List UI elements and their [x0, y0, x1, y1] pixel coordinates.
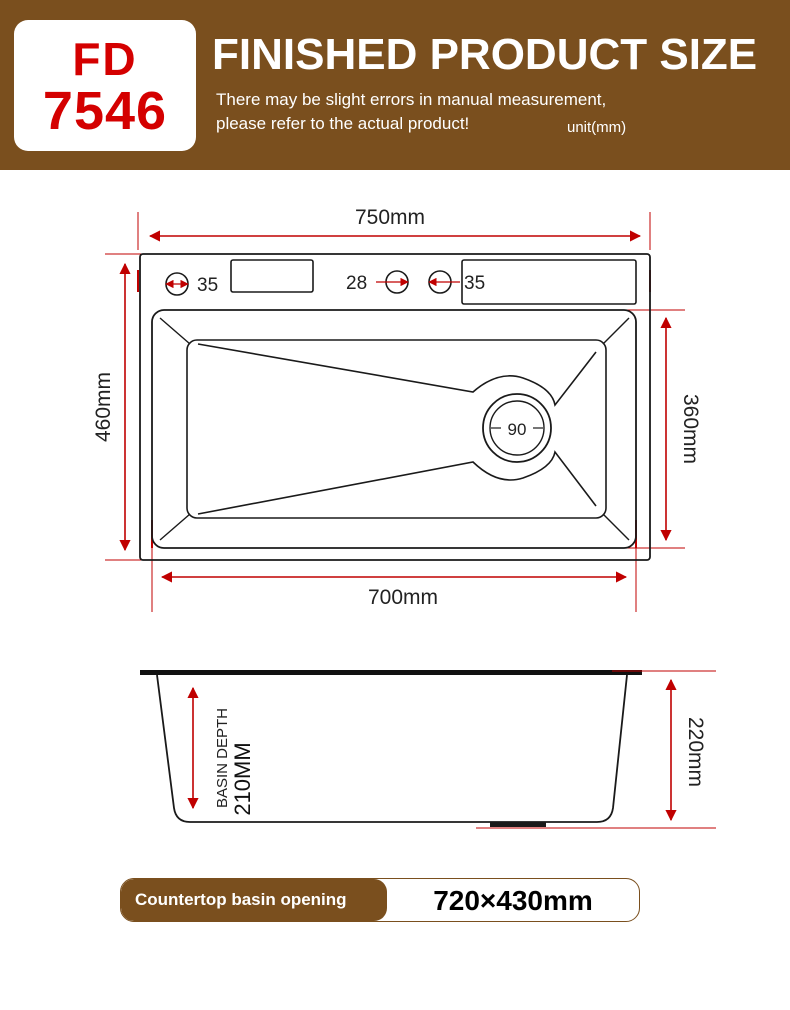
hole-right-diameter: 35 — [464, 273, 486, 294]
drain-diameter: 90 — [507, 420, 527, 439]
basin-depth-title: BASIN DEPTH — [214, 707, 231, 809]
top-view — [92, 206, 702, 612]
basin-width-label: 700mm — [367, 586, 439, 609]
total-height-label: 220mm — [684, 716, 707, 788]
cutout-right — [462, 260, 636, 304]
measurement-note-line-2: please refer to the actual product! — [216, 114, 470, 133]
countertop-opening-value: 720×430mm — [433, 885, 593, 916]
hole-left-diameter: 35 — [197, 275, 219, 296]
unit-label: unit(mm) — [567, 119, 627, 136]
countertop-opening-panel — [120, 878, 640, 922]
model-prefix: FD — [72, 33, 138, 85]
basin-depth-value: 210MM — [230, 742, 255, 816]
sink-outer-rim — [140, 254, 650, 560]
measurement-note-line-1: There may be slight errors in manual measurement, — [216, 90, 607, 109]
model-number: 7546 — [42, 81, 168, 141]
overall-width-label: 750mm — [354, 206, 426, 229]
side-rim — [140, 670, 642, 675]
countertop-opening-label: Countertop basin opening — [121, 879, 387, 921]
basin-floor — [187, 340, 606, 518]
side-drain — [490, 822, 546, 827]
hole-middle-diameter: 28 — [346, 273, 368, 294]
basin-outline — [152, 310, 636, 548]
basin-length-label: 360mm — [679, 393, 702, 465]
overall-depth-label: 460mm — [92, 371, 115, 443]
cutout-left — [231, 260, 313, 292]
side-view — [140, 670, 716, 828]
page-title: FINISHED PRODUCT SIZE — [212, 30, 758, 79]
